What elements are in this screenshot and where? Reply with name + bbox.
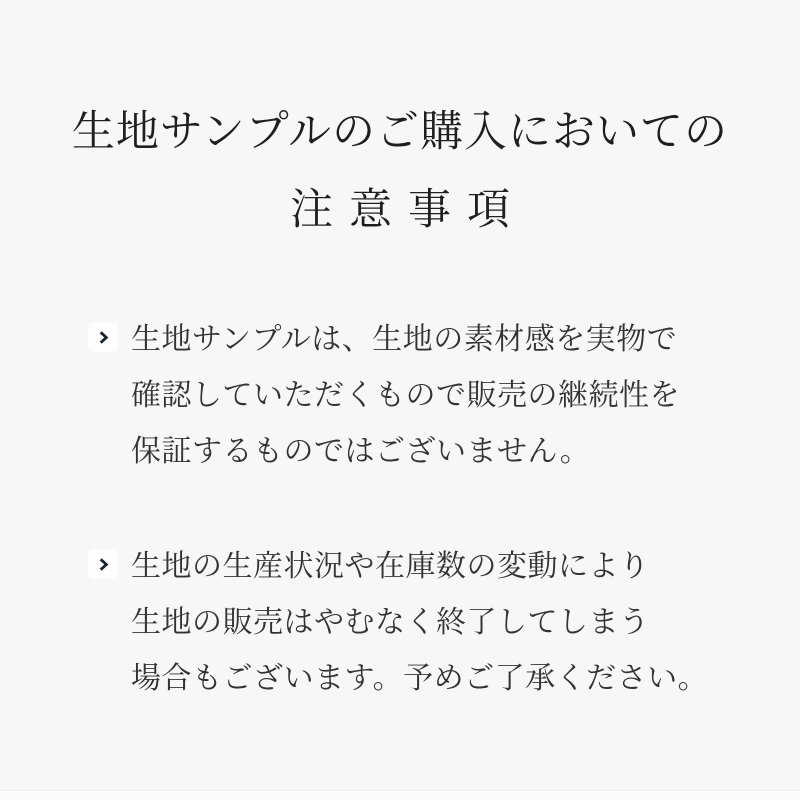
note-text-line: 生地の生産状況や在庫数の変動により (131, 550, 650, 583)
note-text (131, 312, 680, 480)
note-text (131, 539, 708, 707)
chevron-right-icon (88, 322, 118, 352)
list-item (88, 539, 728, 707)
note-text-line: 保証するものではございません。 (131, 435, 591, 468)
note-text-line: 場合もございます。予めご了承ください。 (131, 662, 709, 695)
chevron-right-icon (88, 549, 118, 579)
bottom-divider (0, 790, 800, 800)
notice-title-line2: 注意事項 (290, 187, 526, 234)
notice-list (88, 312, 728, 766)
note-text-line: 確認していただくもので販売の継続性を (131, 379, 680, 412)
notice-title-line1: 生地サンプルのご購入においての (71, 109, 729, 156)
list-item (88, 312, 728, 480)
note-text-line: 生地サンプルは、生地の素材感を実物で (131, 323, 678, 356)
note-text-line: 生地の販売はやむなく終了してしまう (131, 606, 650, 639)
